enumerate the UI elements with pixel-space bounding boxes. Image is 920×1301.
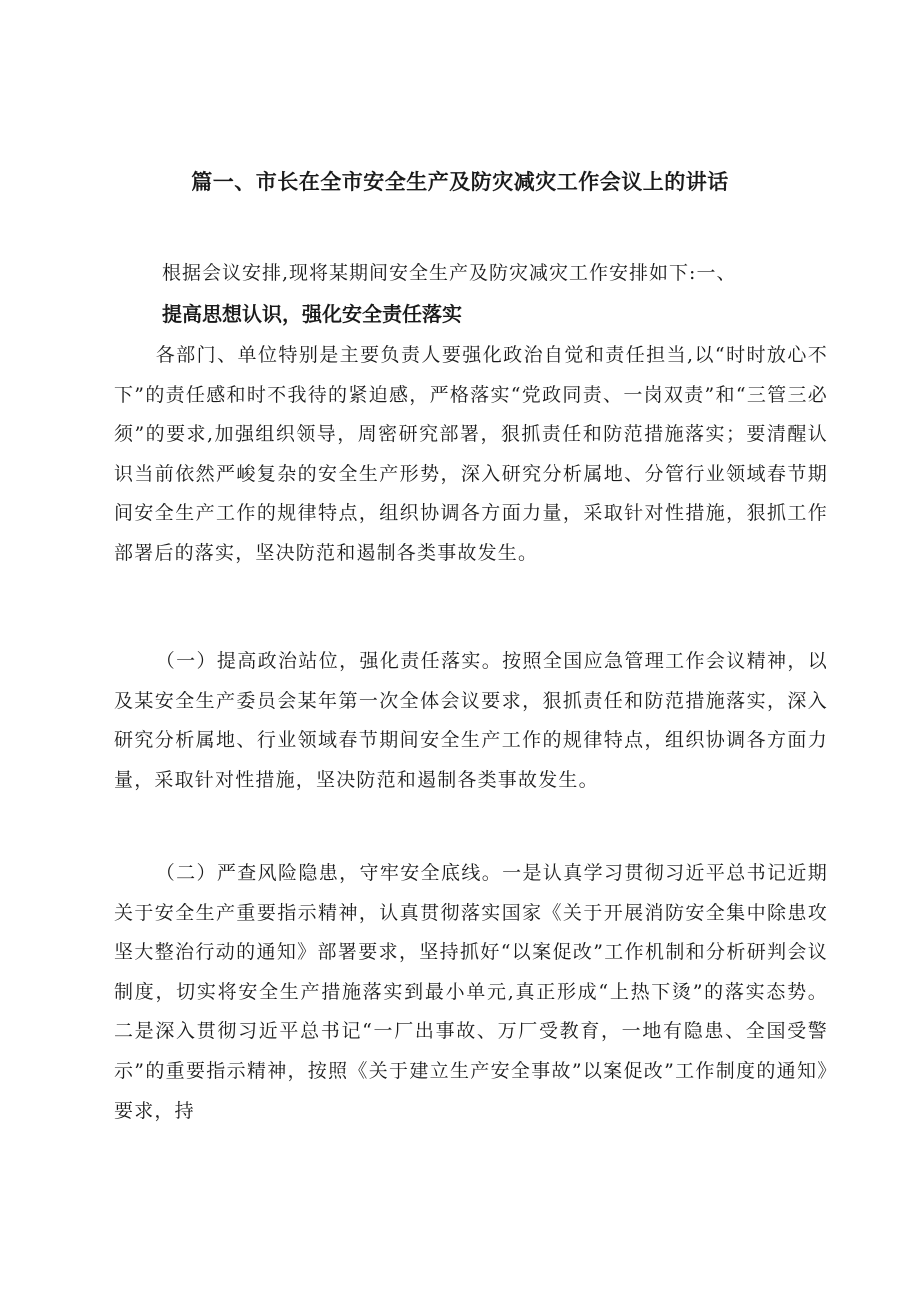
document-title: 篇一、市长在全市安全生产及防灾减灾工作会议上的讲话 — [191, 170, 729, 194]
body-paragraph: 各部门、单位特别是主要负责人要强化政治自觉和责任担当,以“时时放心不下”的责任感和时不我待的紧迫感，严格落实“党政同责、一岗双责”和“三管三必须”的要求,加强组织领导，周密研究部署，狠抓责任和防范措施落实；要清醒认识当前依然严峻复杂的安全生产形势，深入研究分析属地、分管行业领域春节期间安全生产工作的规律特点，组织协调各方面力量，采取针对性措施，狠抓工作部署后的落实，坚决防范和遏制各类事故发生。 — [114, 344, 828, 564]
body-paragraph: （一）提高政治站位，强化责任落实。按照全国应急管理工作会议精神，以及某安全生产委员会某年第一次全体会议要求，狠抓责任和防范措施落实，深入研究分析属地、行业领域春节期间安全生产工作的规律特点，组织协调各方面力量，采取针对性措施，坚决防范和遏制各类事故发生。 — [114, 650, 828, 791]
section-heading: 提高思想认识，强化安全责任落实 — [162, 302, 462, 326]
body-paragraph: （二）严查风险隐患，守牢安全底线。一是认真学习贯彻习近平总书记近期关于安全生产重要指示精神，认真贯彻落实国家《关于开展消防安全集中除患攻坚大整治行动的通知》部署要求，坚持抓好“以案促改”工作机制和分析研判会议制度，切实将安全生产措施落实到最小单元,真正形成“上热下烫”的落实态势。二是深入贯彻习近平总书记“一厂出事故、万厂受教育，一地有隐患、全国受警示”的重要指示精神，按照《关于建立生产安全事故”以案促改”工作制度的通知》要求，持 — [114, 862, 828, 1122]
intro-text: 根据会议安排,现将某期间安全生产及防灾减灾工作安排如下:一、 — [162, 262, 737, 284]
